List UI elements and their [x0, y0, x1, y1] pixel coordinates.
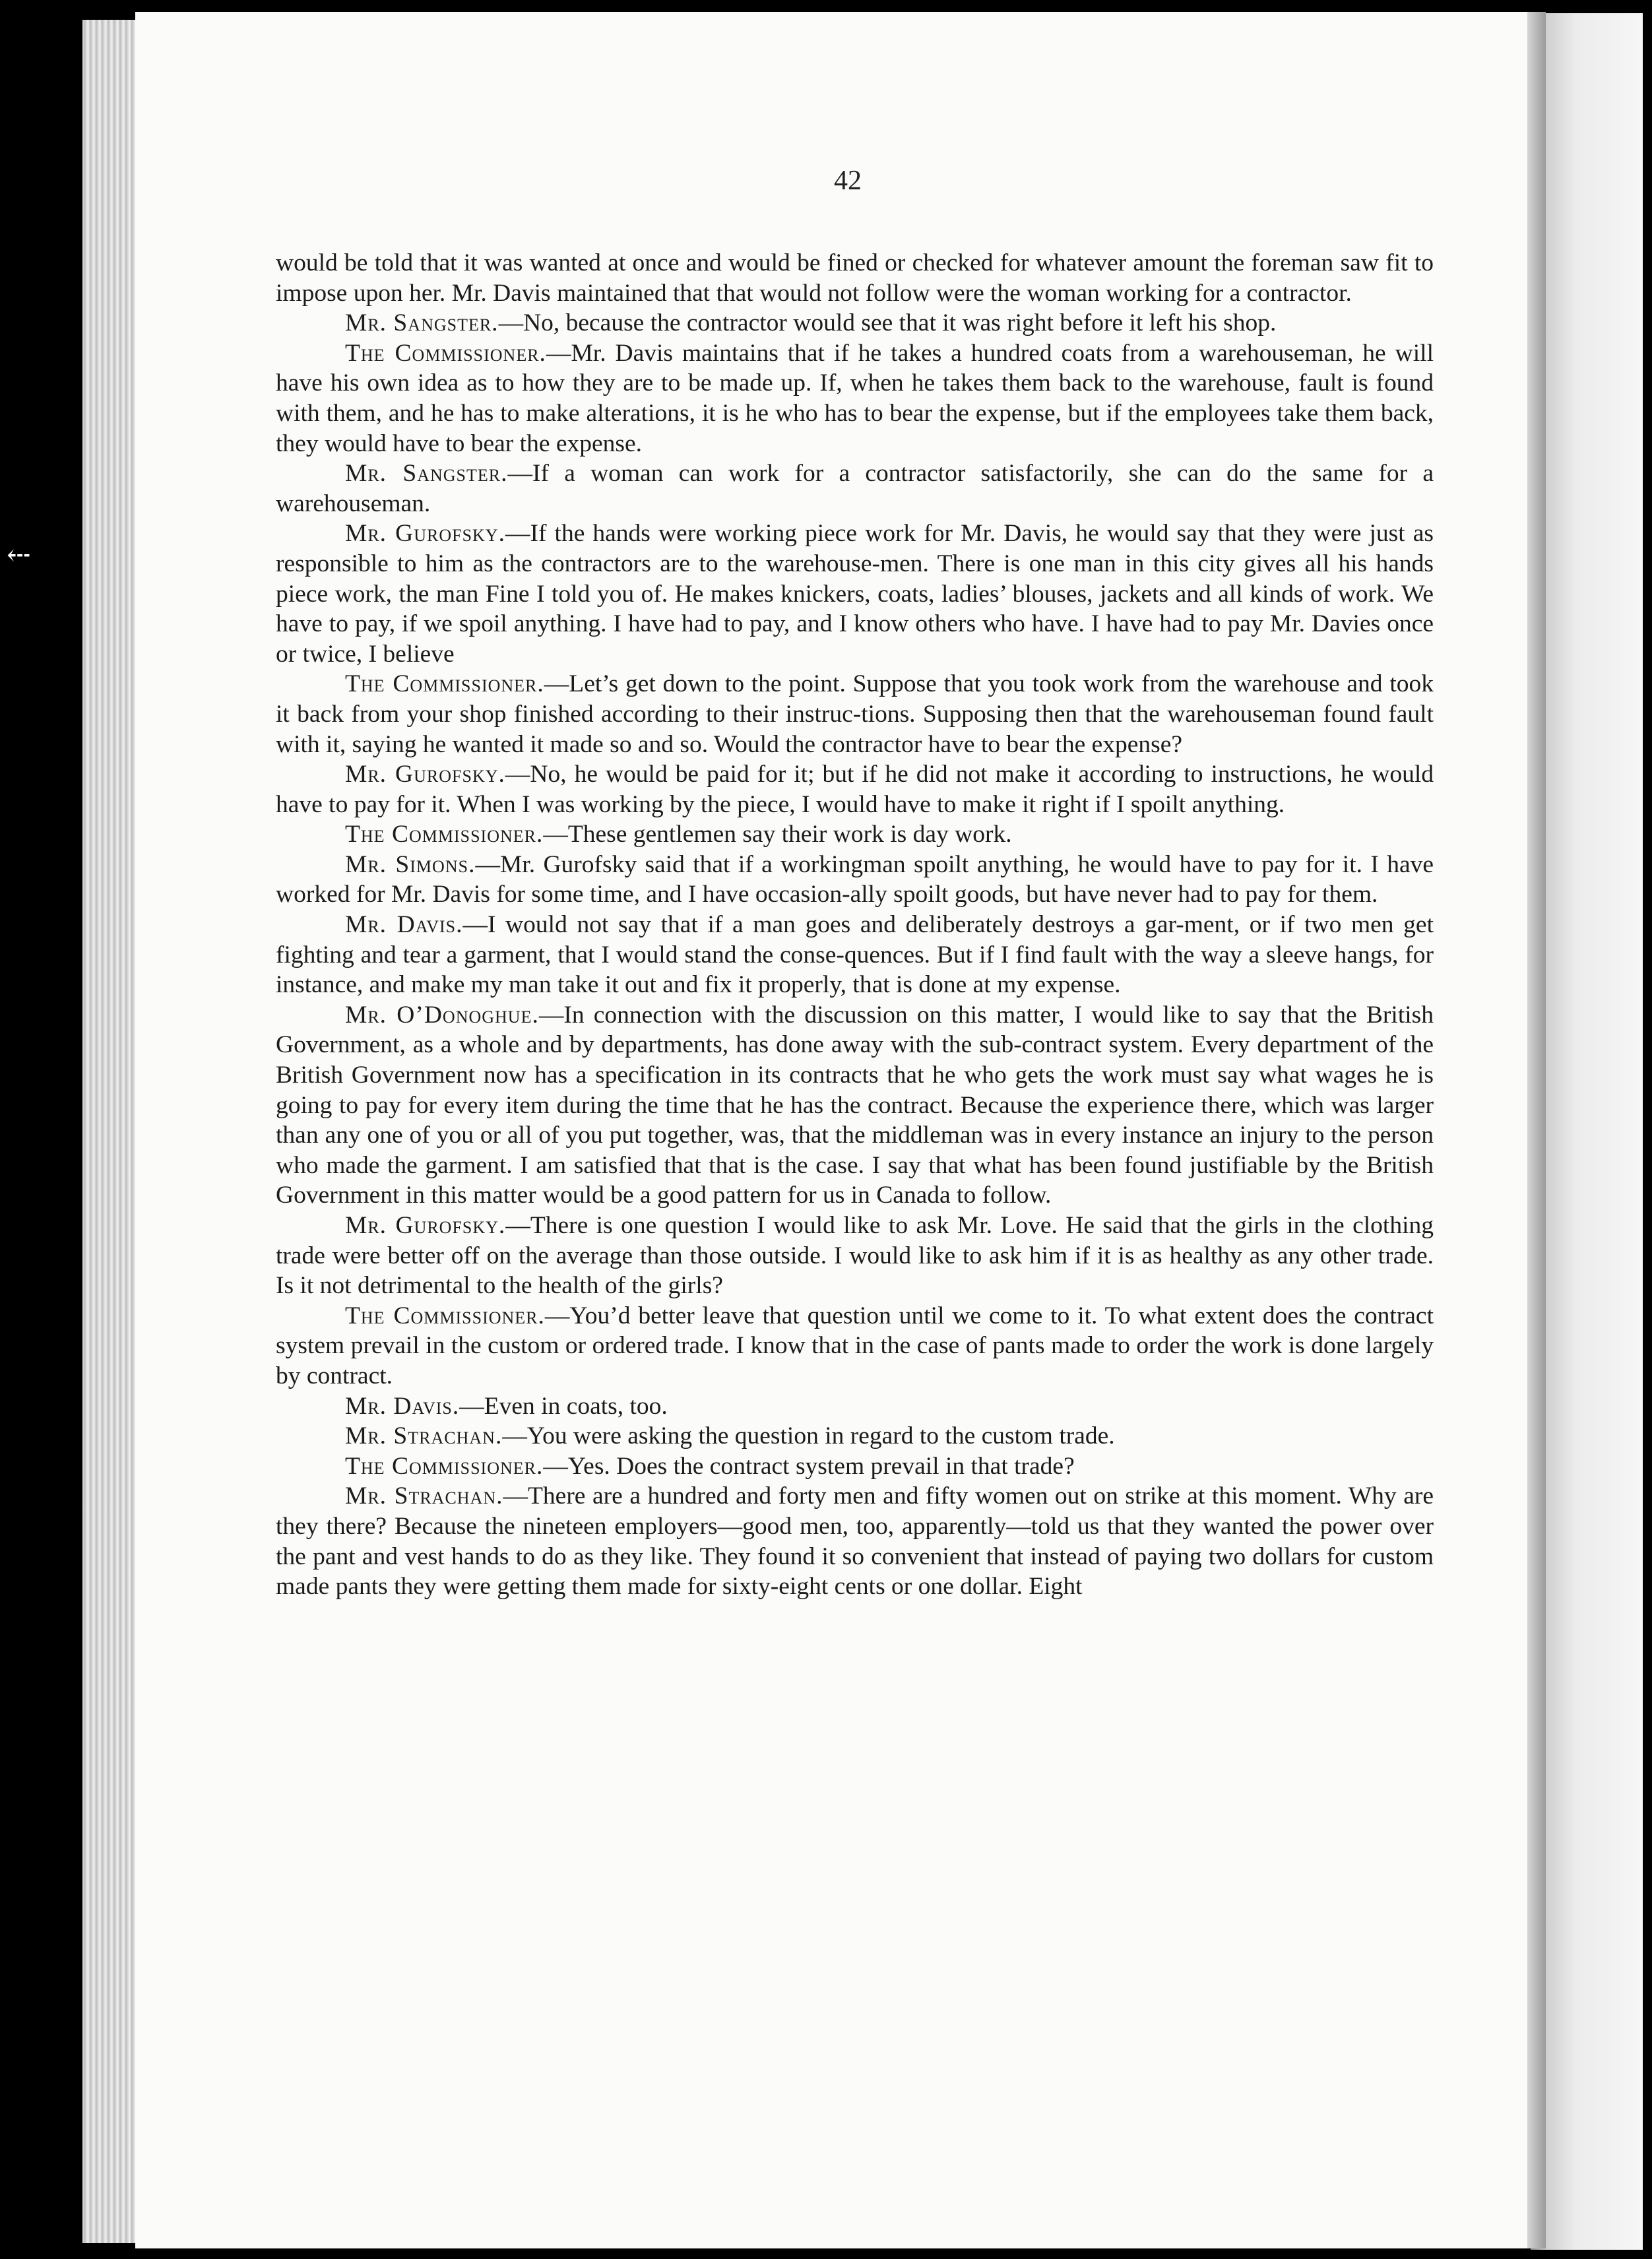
paragraph-1 — [276, 308, 1434, 338]
paragraph-7 — [276, 819, 1434, 850]
paragraph-text: —These gentlemen say their work is day work. — [543, 821, 1012, 848]
speaker-name: Mr. Sangster. — [345, 309, 499, 337]
paragraph-text: —Yes. Does the contract system prevail in that trade? — [543, 1452, 1075, 1480]
speaker-name: Mr. Davis. — [345, 1392, 460, 1420]
speaker-name: Mr. O’Donoghue. — [345, 1001, 539, 1029]
paragraph-text: —You were asking the question in regard to the custom trade. — [502, 1422, 1115, 1450]
paragraph-text: —Let’s get down to the point. Suppose that you took work from the warehouse and took it back from your shop finished according to their instruc-tions. Supposing then that the warehouseman found fault with it, saying he wanted it made so and so. Would the contractor have to bear the expense? — [276, 670, 1434, 758]
paragraph-text: —There are a hundred and forty men and fifty women out on strike at this moment. Why are they there? Because the nineteen employers—good men, too, apparently—told us that they wanted the power over the pant and vest hands to do as they like. They found it so convenient that instead of paying two dollars for custom made pants they were getting them made for sixty-eight cents or one dollar. Eight — [276, 1482, 1434, 1601]
paragraph-text: —Even in coats, too. — [459, 1392, 668, 1420]
speaker-name: The Commissioner. — [345, 821, 544, 848]
page-number: 42 — [834, 166, 862, 196]
speaker-name: Mr. Strachan. — [345, 1422, 503, 1450]
paragraph-5 — [276, 669, 1434, 759]
speaker-name: Mr. Strachan. — [345, 1482, 503, 1510]
paragraph-9 — [276, 910, 1434, 1000]
paragraph-text: —No, because the contractor would see that it was right before it left his shop. — [498, 309, 1277, 337]
paragraph-text: —You’d better leave that question until we come to it. To what extent does the contract system prevail in the custom or ordered trade. I know that in the case of pants made to order the work is done largely by contract. — [276, 1302, 1434, 1389]
paragraph-text: —No, he would be paid for it; but if he did not make it according to instructions, he would have to pay for it. When I was working by the piece, I would have to make it right if I spoilt anything. — [276, 761, 1434, 818]
speaker-name: Mr. Gurofsky. — [345, 520, 505, 548]
paragraph-2 — [276, 338, 1434, 459]
margin-mark: ⤎ — [7, 539, 31, 571]
paragraph-8 — [276, 850, 1434, 910]
paragraph-0 — [276, 248, 1434, 308]
speaker-name: Mr. Davis. — [345, 911, 463, 939]
paragraph-13 — [276, 1391, 1434, 1422]
paragraph-10 — [276, 1000, 1434, 1211]
paragraph-11 — [276, 1211, 1434, 1301]
speaker-name: Mr. Simons. — [345, 850, 476, 878]
paragraph-text: —Mr. Davis maintains that if he takes a hundred coats from a warehouseman, he will have his own idea as to how they are to be made up. If, when he takes them back to the warehouse, fault is found with them, and he has to make alterations, it is he who has to bear the expense, but if the employees take them back, they would have to bear the expense. — [276, 339, 1434, 457]
paragraph-text: —In connection with the discussion on this matter, I would like to say that the British Government, as a whole and by departments, has done away with the sub-contract system. Every department of the British Government now has a specification in its contracts that he who gets the work must say what wages he is going to pay for every item during the time that he has the contract. Because the experience there, which was larger than any one of you or all of you put together, was, that the middleman was in every instance an injury to the person who made the garment. I am satisfied that that is the case. I say that what has been found justifiable by the British Government in this matter would be a good pattern for us in Canada to follow. — [276, 1001, 1434, 1209]
paragraph-text: —Mr. Gurofsky said that if a workingman spoilt anything, he would have to pay for it. I have worked for Mr. Davis for some time, and I have occasion-ally spoilt goods, but have never had to pay for them. — [276, 850, 1434, 908]
page-gutter-shadow — [1527, 12, 1546, 2248]
paragraph-text: —If a woman can work for a contractor satisfactorily, she can do the same for a warehouseman. — [276, 460, 1434, 517]
speaker-name: The Commissioner. — [345, 339, 546, 367]
speaker-name: Mr. Gurofsky. — [345, 761, 505, 788]
paragraph-4 — [276, 519, 1434, 669]
paragraph-3 — [276, 459, 1434, 519]
paragraph-12 — [276, 1301, 1434, 1391]
speaker-name: Mr. Gurofsky. — [345, 1212, 506, 1239]
speaker-name: The Commissioner. — [345, 1452, 544, 1480]
page-body-text — [276, 248, 1434, 1602]
paragraph-6 — [276, 759, 1434, 819]
speaker-name: The Commissioner. — [345, 670, 544, 698]
paragraph-text: —If the hands were working piece work for Mr. Davis, he would say that they were just as responsible to him as the contractors are to the warehouse-men. There is one man in this city gives all his hands piece work, the man Fine I told you of. He makes knickers, coats, ladies’ blouses, jackets and all kinds of work. We have to pay, if we spoil anything. I have had to pay, and I know others who have. I have had to pay Mr. Davies once or twice, I believe — [276, 520, 1434, 668]
paragraph-14 — [276, 1421, 1434, 1451]
paragraph-15 — [276, 1451, 1434, 1482]
paragraph-text: would be told that it was wanted at once and would be fined or checked for whatever amount the foreman saw fit to impose upon her. Mr. Davis maintained that that would not follow were the woman working for a contractor. — [276, 249, 1434, 307]
paragraph-text: —There is one question I would like to ask Mr. Love. He said that the girls in the clothing trade were better off on the average than those outside. I would like to ask him if it is as healthy as any other trade. Is it not detrimental to the health of the girls? — [276, 1212, 1434, 1300]
facing-page-edge — [1531, 13, 1643, 2250]
paragraph-16 — [276, 1481, 1434, 1601]
paragraph-text: —I would not say that if a man goes and deliberately destroys a gar-ment, or if two men get fighting and tear a garment, that I would stand the conse-quences. But if I find fault with the way a sleeve hangs, for instance, and make my man take it out and fix it properly, that is done at my expense. — [276, 911, 1434, 999]
speaker-name: Mr. Sangster. — [345, 460, 508, 488]
speaker-name: The Commissioner. — [345, 1302, 545, 1329]
